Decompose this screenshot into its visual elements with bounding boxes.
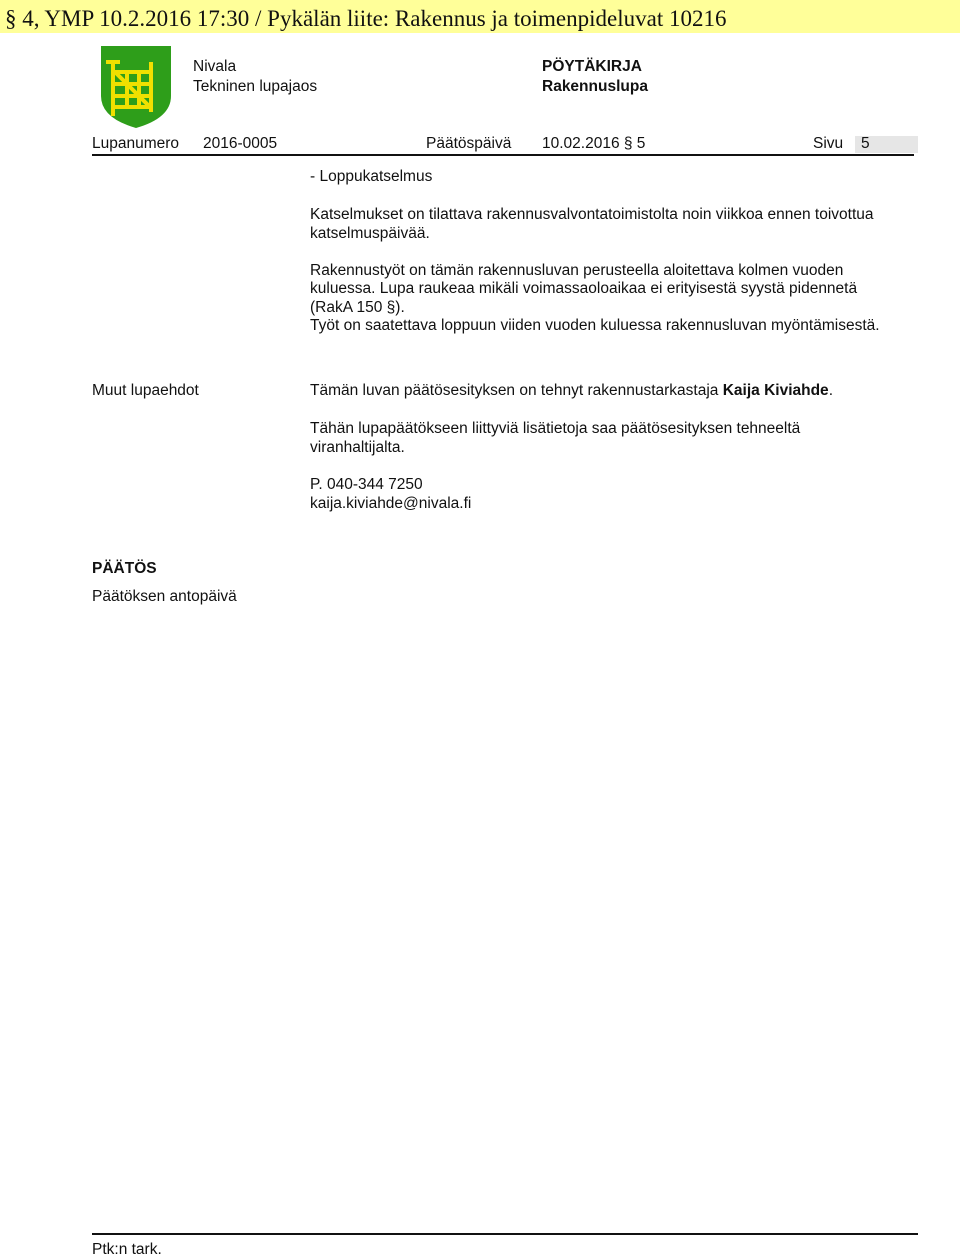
item-title: - Loppukatselmus — [310, 168, 433, 185]
proposer-text: Tämän luvan päätösesityksen on tehnyt rakennustarkastaja — [310, 382, 723, 399]
paragraph-line: katselmuspäivää. — [310, 225, 430, 242]
department-name: Tekninen lupajaos — [193, 78, 318, 95]
contact-email: kaija.kiviahde@nivala.fi — [310, 495, 472, 512]
decision-heading: PÄÄTÖS — [92, 560, 157, 577]
proposer-suffix: . — [828, 382, 833, 399]
decision-date-label: Päätöspäivä — [426, 135, 512, 152]
footer-divider — [92, 1233, 918, 1235]
paragraph-line: Katselmukset on tilattava rakennusvalvontatoimistolta noin viikkoa ennen toivottua — [310, 206, 874, 223]
paragraph-line: viranhaltijalta. — [310, 439, 405, 456]
paragraph-line: Tähän lupapäätökseen liittyviä lisätietoja saa päätösesityksen tehneeltä — [310, 420, 801, 437]
municipality-name: Nivala — [193, 58, 237, 75]
permit-number-label: Lupanumero — [92, 135, 180, 152]
decision-date: 10.02.2016 § 5 — [542, 135, 646, 152]
document-reference-text: § 4, YMP 10.2.2016 17:30 / Pykälän liite: Rakennus ja toimenpideluvat 10216 — [5, 6, 727, 31]
permit-number: 2016-0005 — [203, 135, 278, 152]
decision-date-given-label: Päätöksen antopäivä — [92, 588, 237, 605]
paragraph-line: Työt on saatettava loppuun viiden vuoden kuluessa rakennusluvan myöntämisestä. — [310, 317, 880, 334]
minutes-checker-label: Ptk:n tark. — [92, 1241, 162, 1258]
page-number: 5 — [861, 135, 870, 152]
document-subtype: Rakennuslupa — [542, 78, 648, 95]
paragraph-line: (RakA 150 §). — [310, 299, 405, 316]
paragraph-line: Rakennustyöt on tämän rakennusluvan perusteella aloitettava kolmen vuoden — [310, 262, 844, 279]
nivala-coat-of-arms-logo — [99, 44, 173, 130]
document-type: PÖYTÄKIRJA — [542, 58, 642, 75]
decision-proposer-line — [310, 381, 833, 400]
contact-phone: P. 040-344 7250 — [310, 476, 423, 493]
paragraph-line: kuluessa. Lupa raukeaa mikäli voimassaoloaikaa ei erityisestä syystä pidennetä — [310, 280, 858, 297]
proposer-name: Kaija Kiviahde — [722, 382, 829, 399]
page-label: Sivu — [813, 135, 844, 152]
document-reference-bar — [0, 0, 960, 33]
other-conditions-label: Muut lupaehdot — [92, 382, 199, 399]
header-divider — [92, 154, 914, 156]
